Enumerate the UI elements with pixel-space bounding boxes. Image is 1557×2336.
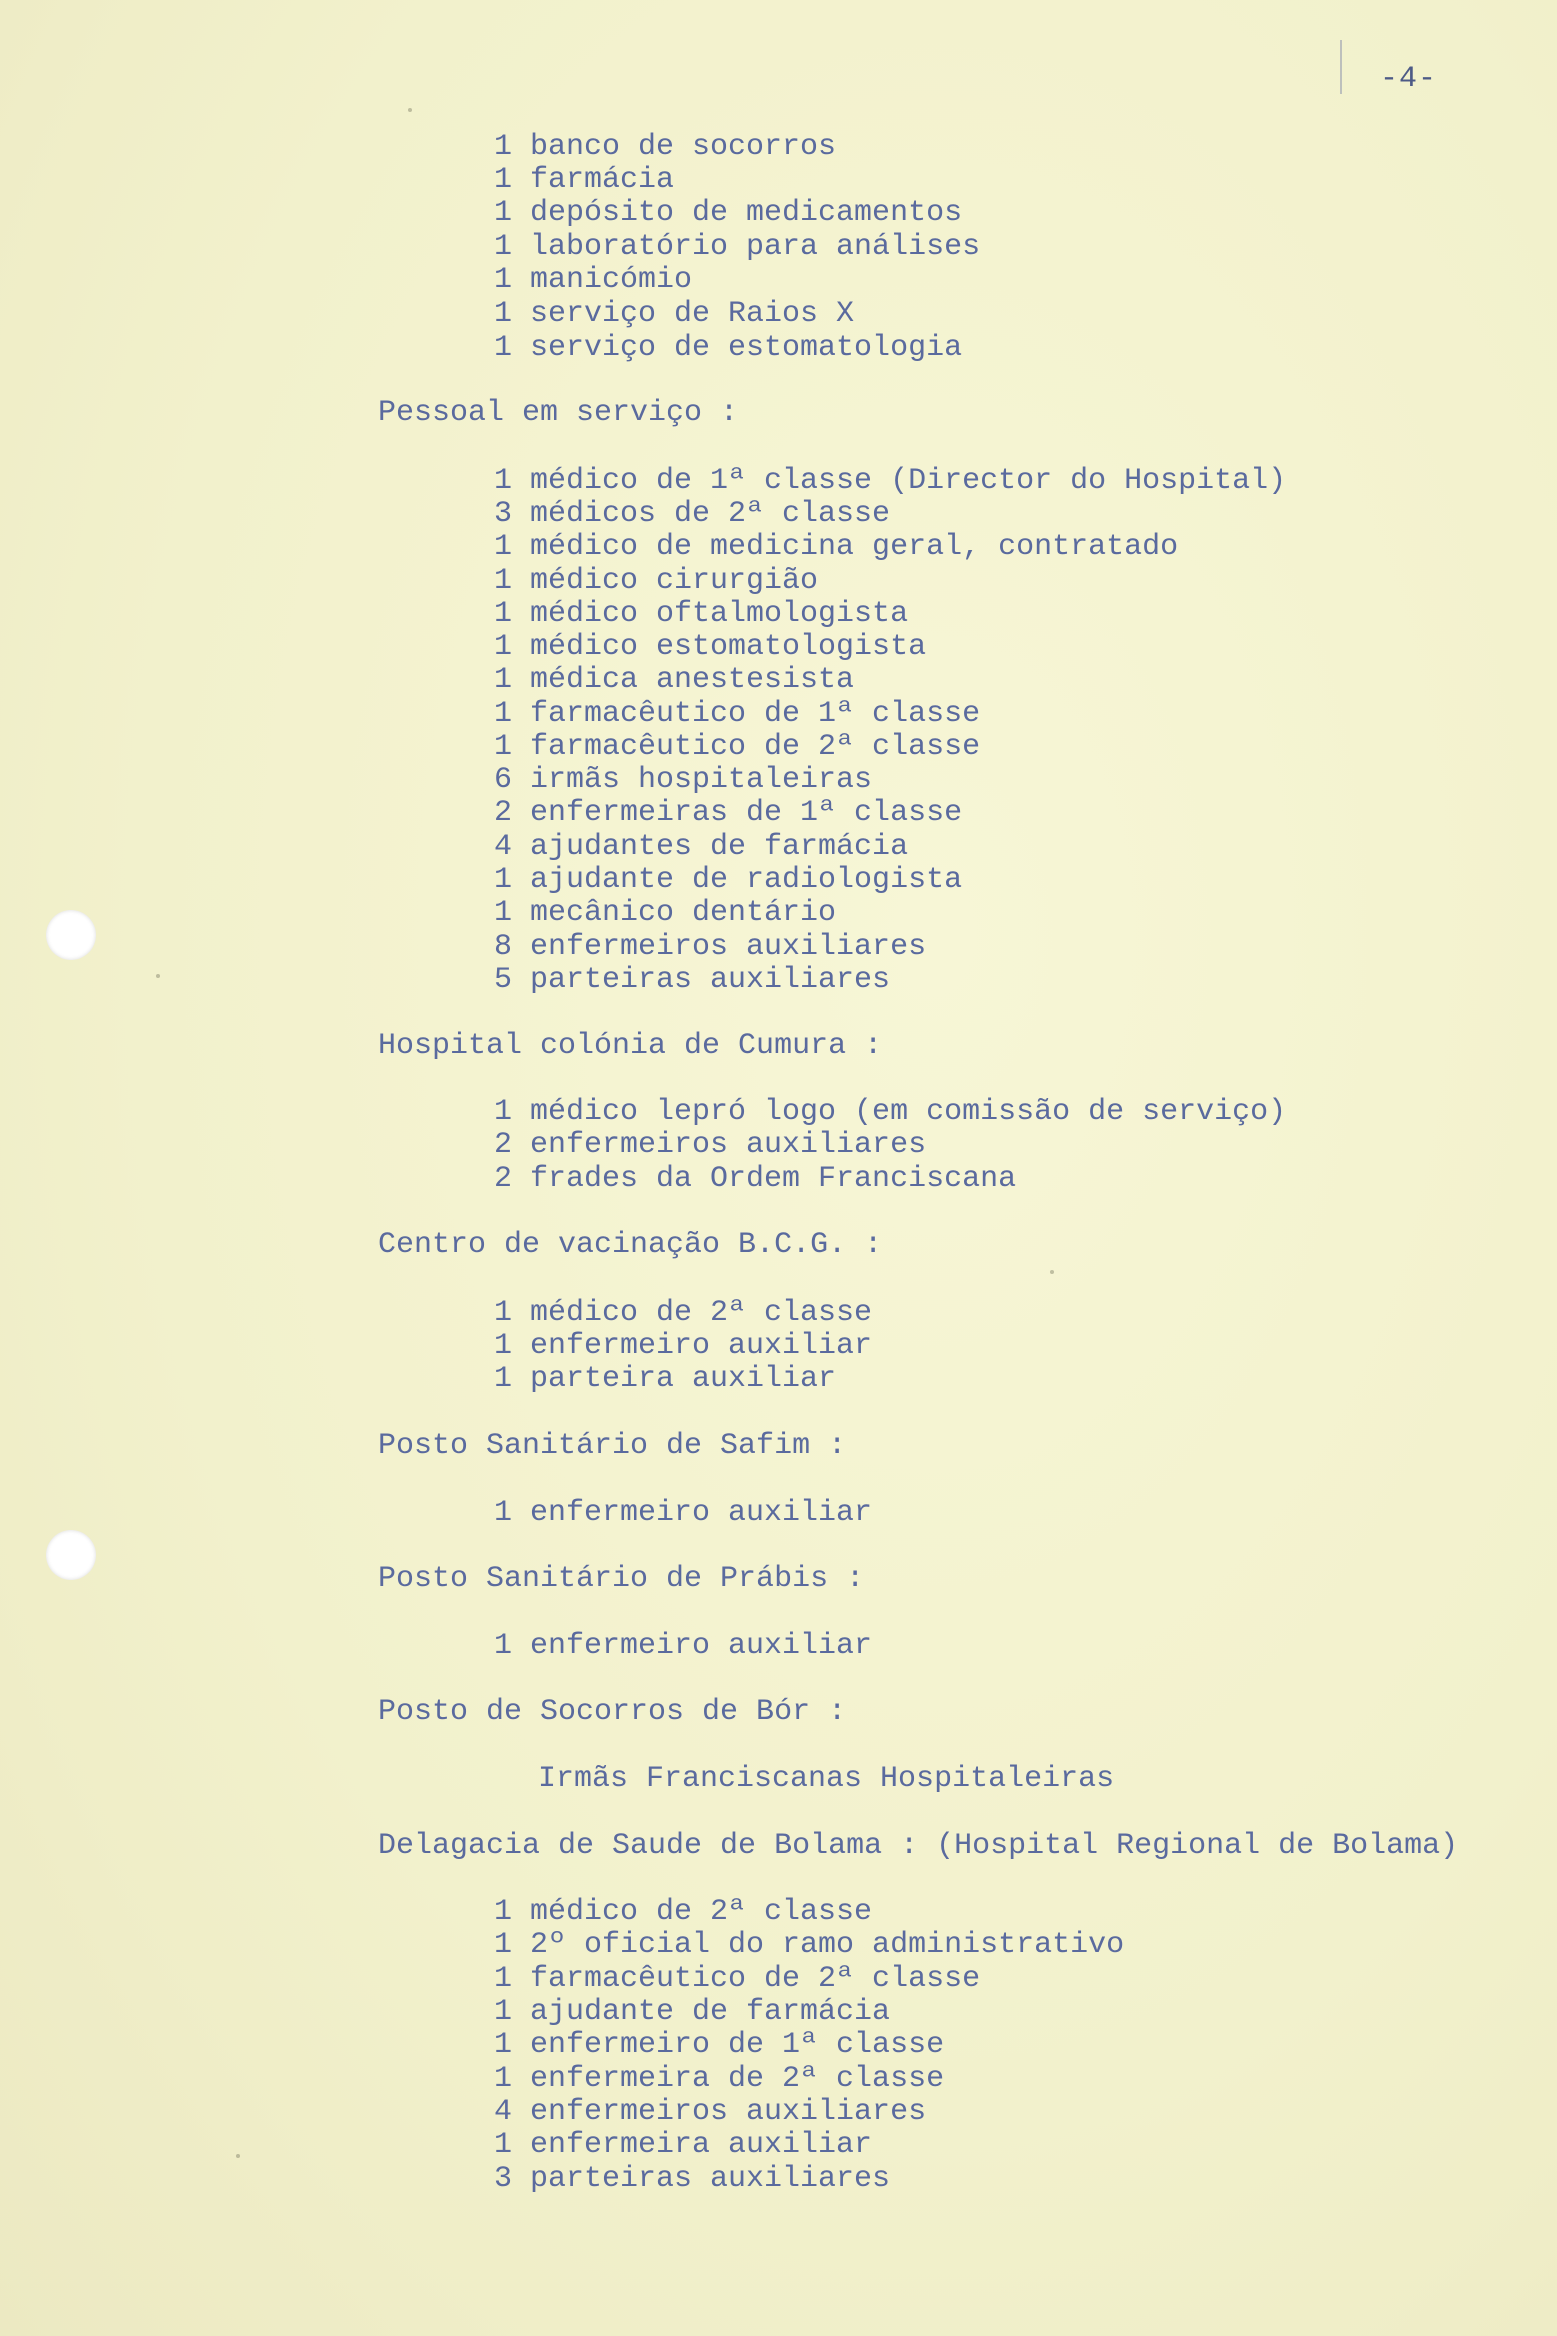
list-item: 3 médicos de 2ª classe xyxy=(494,497,891,531)
list-item: 1 laboratório para análises xyxy=(494,230,981,264)
list-item: 1 parteira auxiliar xyxy=(494,1362,837,1396)
list-item: 1 médico de 2ª classe xyxy=(494,1895,873,1929)
list-item: 1 2º oficial do ramo administrativo xyxy=(494,1928,1125,1962)
list-item: 3 parteiras auxiliares xyxy=(494,2162,891,2196)
list-item: 1 médico de 1ª classe (Director do Hospital) xyxy=(494,464,1287,498)
paper-speck xyxy=(408,108,412,112)
pencil-mark xyxy=(1340,40,1354,94)
list-item: 1 enfermeiro de 1ª classe xyxy=(494,2028,945,2062)
list-item: 1 enfermeiro auxiliar xyxy=(494,1629,873,1663)
section-heading: Posto Sanitário de Safim : xyxy=(378,1429,847,1463)
list-item: 5 parteiras auxiliares xyxy=(494,963,891,997)
paper-speck xyxy=(236,2154,240,2158)
list-item: 1 médico de medicina geral, contratado xyxy=(494,530,1179,564)
list-item: 1 farmacêutico de 1ª classe xyxy=(494,697,981,731)
list-item: 2 enfermeiros auxiliares xyxy=(494,1128,927,1162)
list-item: 1 médico estomatologista xyxy=(494,630,927,664)
section-heading: Posto de Socorros de Bór : xyxy=(378,1695,847,1729)
list-item: 1 médico lepró logo (em comissão de serviço) xyxy=(494,1095,1287,1129)
list-item: 1 médico cirurgião xyxy=(494,564,819,598)
list-item: 1 mecânico dentário xyxy=(494,896,837,930)
list-item: 1 farmacêutico de 2ª classe xyxy=(494,730,981,764)
list-item: 8 enfermeiros auxiliares xyxy=(494,930,927,964)
list-item: 1 ajudante de radiologista xyxy=(494,863,963,897)
list-item: 1 ajudante de farmácia xyxy=(494,1995,891,2029)
list-item: 1 banco de socorros xyxy=(494,130,837,164)
section-heading: Pessoal em serviço : xyxy=(378,396,739,430)
list-item: 1 enfermeiro auxiliar xyxy=(494,1496,873,1530)
list-item: 1 serviço de Raios X xyxy=(494,297,855,331)
punch-hole-icon xyxy=(46,1530,96,1580)
list-item: 1 farmácia xyxy=(494,163,675,197)
punch-hole-icon xyxy=(46,910,96,960)
list-item: 1 enfermeira auxiliar xyxy=(494,2128,873,2162)
section-heading: Posto Sanitário de Prábis : xyxy=(378,1562,865,1596)
list-item: 1 depósito de medicamentos xyxy=(494,196,963,230)
section-heading: Hospital colónia de Cumura : xyxy=(378,1029,883,1063)
list-item: 4 enfermeiros auxiliares xyxy=(494,2095,927,2129)
list-item: 6 irmãs hospitaleiras xyxy=(494,763,873,797)
list-item: 2 frades da Ordem Franciscana xyxy=(494,1162,1017,1196)
page-number: -4- xyxy=(1380,62,1438,96)
list-item: 1 manicómio xyxy=(494,263,693,297)
paper-speck xyxy=(1050,1270,1054,1274)
section-note: Irmãs Franciscanas Hospitaleiras xyxy=(538,1762,1115,1796)
list-item: 4 ajudantes de farmácia xyxy=(494,830,909,864)
section-heading: Centro de vacinação B.C.G. : xyxy=(378,1228,883,1262)
list-item: 1 médico oftalmologista xyxy=(494,597,909,631)
list-item: 1 médica anestesista xyxy=(494,663,855,697)
list-item: 1 médico de 2ª classe xyxy=(494,1296,873,1330)
list-item: 1 enfermeiro auxiliar xyxy=(494,1329,873,1363)
list-item: 1 enfermeira de 2ª classe xyxy=(494,2062,945,2096)
section-heading: Delagacia de Saude de Bolama : (Hospital Regional de Bolama) xyxy=(378,1829,1459,1863)
list-item: 1 farmacêutico de 2ª classe xyxy=(494,1962,981,1996)
list-item: 1 serviço de estomatologia xyxy=(494,331,963,365)
paper-speck xyxy=(156,974,160,978)
list-item: 2 enfermeiras de 1ª classe xyxy=(494,796,963,830)
